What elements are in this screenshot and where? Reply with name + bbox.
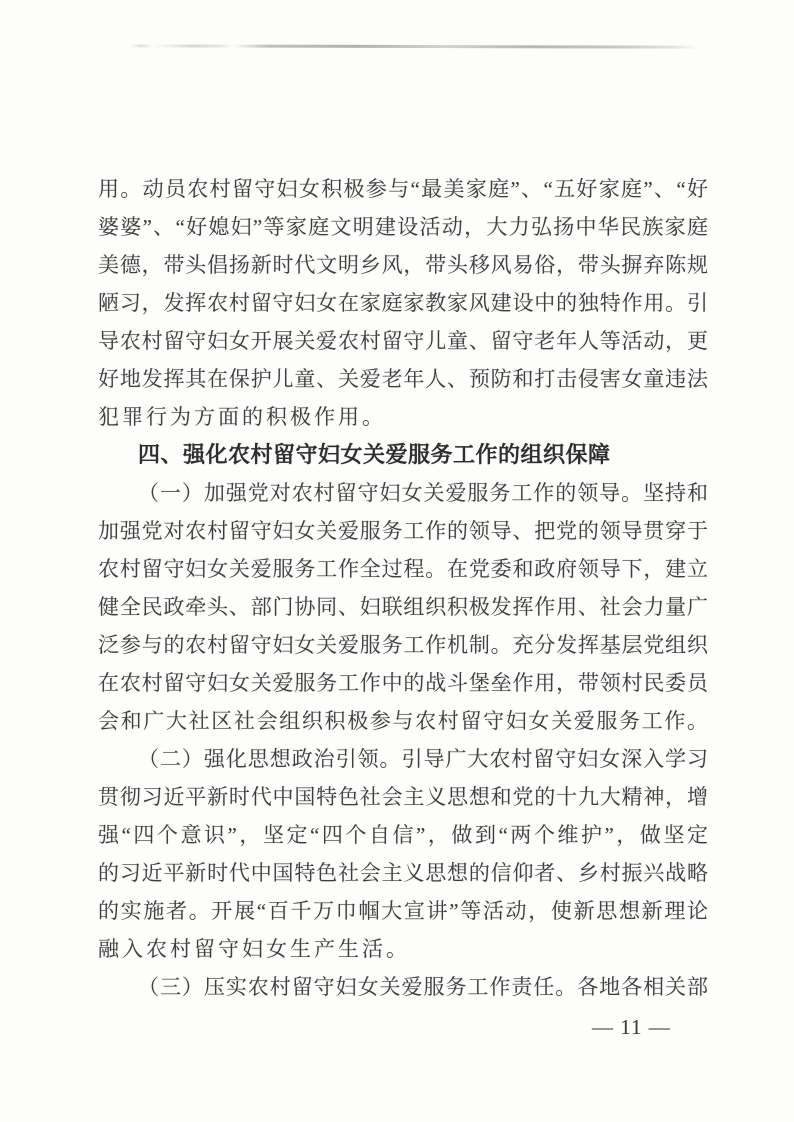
- paragraph-line: 美德，带头倡扬新时代文明乡风，带头移风易俗，带头摒弃陈规: [98, 253, 708, 277]
- paragraph-line: （三）压实农村留守妇女关爱服务工作责任。各地各相关部: [138, 975, 708, 999]
- paragraph-line: 婆婆”、“好媳妇”等家庭文明建设活动，大力弘扬中华民族家庭: [98, 215, 708, 239]
- paragraph-line: 加强党对农村留守妇女关爱服务工作的领导、把党的领导贯穿于: [98, 519, 708, 543]
- paragraph-line: 好地发挥其在保护儿童、关爱老年人、预防和打击侵害女童违法: [98, 367, 708, 391]
- page-number: — 11 —: [592, 1015, 671, 1039]
- paragraph-line: 犯罪行为方面的积极作用。: [98, 405, 386, 429]
- paragraph-line: 用。动员农村留守妇女积极参与“最美家庭”、“五好家庭”、“好: [98, 177, 708, 201]
- paragraph-line: 的实施者。开展“百千万巾帼大宣讲”等活动，使新思想新理论: [98, 899, 708, 923]
- paragraph-line: 融入农村留守妇女生产生活。: [98, 937, 410, 961]
- paragraph-line: （一）加强党对农村留守妇女关爱服务工作的领导。坚持和: [138, 481, 708, 505]
- paragraph-line: 会和广大社区社会组织积极参与农村留守妇女关爱服务工作。: [98, 709, 708, 733]
- paragraph-line: 导农村留守妇女开展关爱农村留守儿童、留守老年人等活动，更: [98, 329, 708, 353]
- scan-artifact-line: [130, 44, 700, 48]
- paragraph-line: 的习近平新时代中国特色社会主义思想的信仰者、乡村振兴战略: [98, 861, 708, 885]
- paragraph-line: 农村留守妇女关爱服务工作全过程。在党委和政府领导下，建立: [98, 557, 708, 581]
- paragraph-line: 泛参与的农村留守妇女关爱服务工作机制。充分发挥基层党组织: [98, 633, 708, 657]
- paragraph-line: （二）强化思想政治引领。引导广大农村留守妇女深入学习: [138, 747, 708, 771]
- paragraph-line: 贯彻习近平新时代中国特色社会主义思想和党的十九大精神，增: [98, 785, 708, 809]
- paragraph-line: 在农村留守妇女关爱服务工作中的战斗堡垒作用，带领村民委员: [98, 671, 708, 695]
- section-heading: 四、强化农村留守妇女关爱服务工作的组织保障: [138, 442, 611, 467]
- paragraph-line: 健全民政牵头、部门协同、妇联组织积极发挥作用、社会力量广: [98, 595, 708, 619]
- paragraph-line: 强“四个意识”，坚定“四个自信”，做到“两个维护”，做坚定: [98, 823, 708, 847]
- paragraph-line: 陋习，发挥农村留守妇女在家庭家教家风建设中的独特作用。引: [98, 291, 708, 315]
- document-body: [98, 170, 708, 1006]
